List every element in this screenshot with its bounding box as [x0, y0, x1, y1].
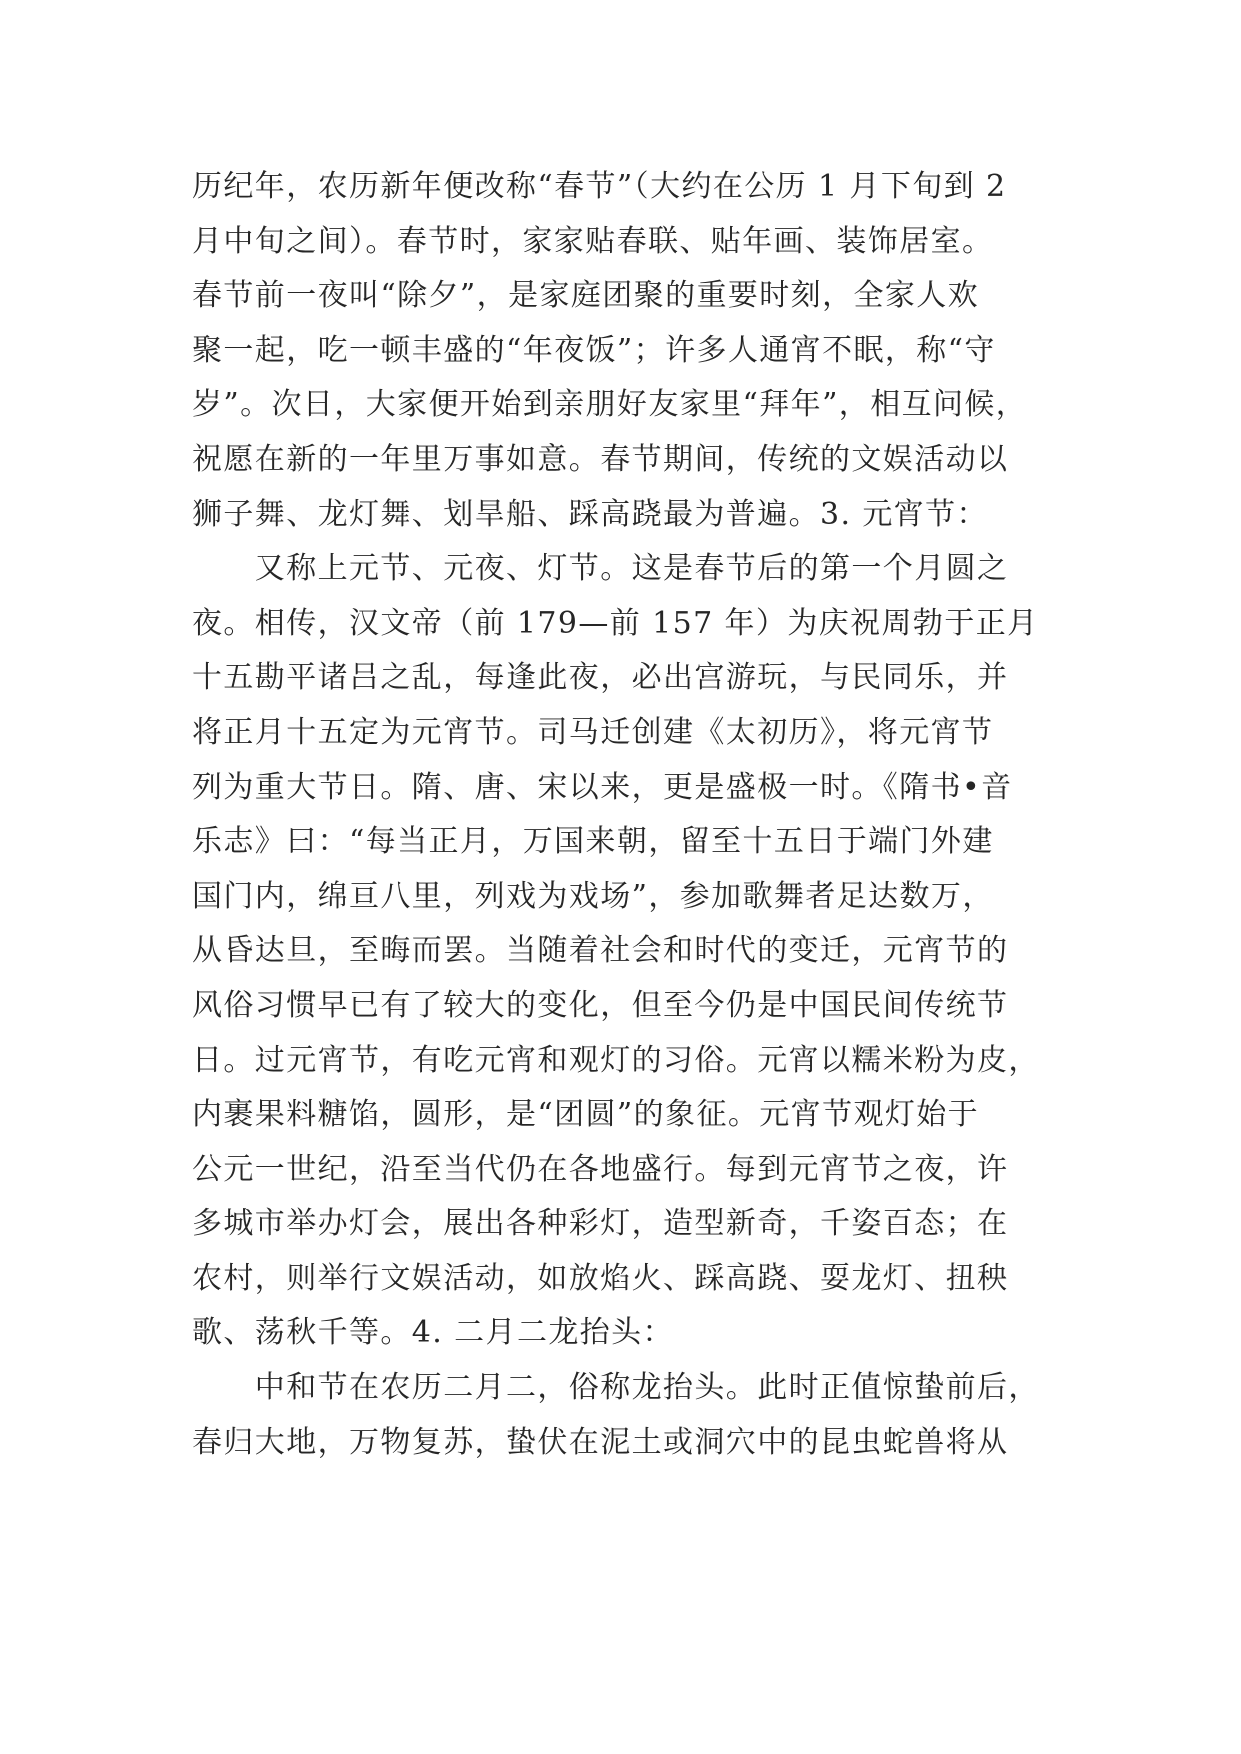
text-line: 日。过元宵节，有吃元宵和观灯的习俗。元宵以糯米粉为皮， — [192, 1042, 1040, 1078]
text-line: 历纪年，农历新年便改称“春节”（大约在公历 1 月下旬到 2 — [192, 169, 1007, 204]
text-line: 祝愿在新的一年里万事如意。春节期间，传统的文娱活动以 — [192, 441, 1009, 477]
text-line: 歌、荡秋千等。4. 二月二龙抬头： — [192, 1315, 674, 1351]
text-line: 乐志》曰：“每当正月，万国来朝，留至十五日于端门外建 — [192, 824, 994, 860]
text-line: 公元一世纪，沿至当代仍在各地盛行。每到元宵节之夜，许 — [192, 1151, 1009, 1187]
text-line: 岁”。次日，大家便开始到亲朋好友家里“拜年”，相互问候， — [192, 387, 1028, 423]
text-line: 聚一起，吃一顿丰盛的“年夜饭”；许多人通宵不眠，称“守 — [192, 332, 996, 368]
text-line: 又称上元节、元夜、灯节。这是春节后的第一个月圆之 — [192, 551, 1009, 587]
text-line: 农村，则举行文娱活动，如放焰火、踩高跷、耍龙灯、扭秧 — [192, 1260, 1009, 1296]
text-line: 月中旬之间）。春节时，家家贴春联、贴年画、装饰居室。 — [192, 223, 994, 259]
text-line: 内裹果料糖馅，圆形，是“团圆”的象征。元宵节观灯始于 — [192, 1097, 980, 1133]
text-line: 夜。相传，汉文帝（前 179—前 157 年）为庆祝周勃于正月 — [192, 605, 1039, 641]
text-line: 狮子舞、龙灯舞、划旱船、踩高跷最为普遍。3. 元宵节： — [192, 496, 988, 532]
body-text — [192, 160, 1052, 1470]
text-line: 十五勘平诸吕之乱，每逢此夜，必出宫游玩，与民同乐，并 — [192, 660, 1009, 696]
text-line: 多城市举办灯会，展出各种彩灯，造型新奇，千姿百态；在 — [192, 1206, 1009, 1242]
text-line: 将正月十五定为元宵节。司马迁创建《太初历》，将元宵节 — [192, 714, 994, 750]
text-line: 风俗习惯早已有了较大的变化，但至今仍是中国民间传统节 — [192, 987, 1009, 1023]
text-line: 中和节在农历二月二，俗称龙抬头。此时正值惊蛰前后， — [192, 1370, 1040, 1406]
text-line: 从昏达旦，至晦而罢。当随着社会和时代的变迁，元宵节的 — [192, 933, 1009, 969]
text-line: 春节前一夜叫“除夕”，是家庭团聚的重要时刻，全家人欢 — [192, 278, 980, 314]
text-line: 列为重大节日。隋、唐、宋以来，更是盛极一时。《隋书•音 — [192, 769, 1013, 805]
text-line: 春归大地，万物复苏，蛰伏在泥土或洞穴中的昆虫蛇兽将从 — [192, 1424, 1009, 1460]
text-line: 国门内，绵亘八里，列戏为戏场”，参加歌舞者足达数万， — [192, 878, 994, 914]
